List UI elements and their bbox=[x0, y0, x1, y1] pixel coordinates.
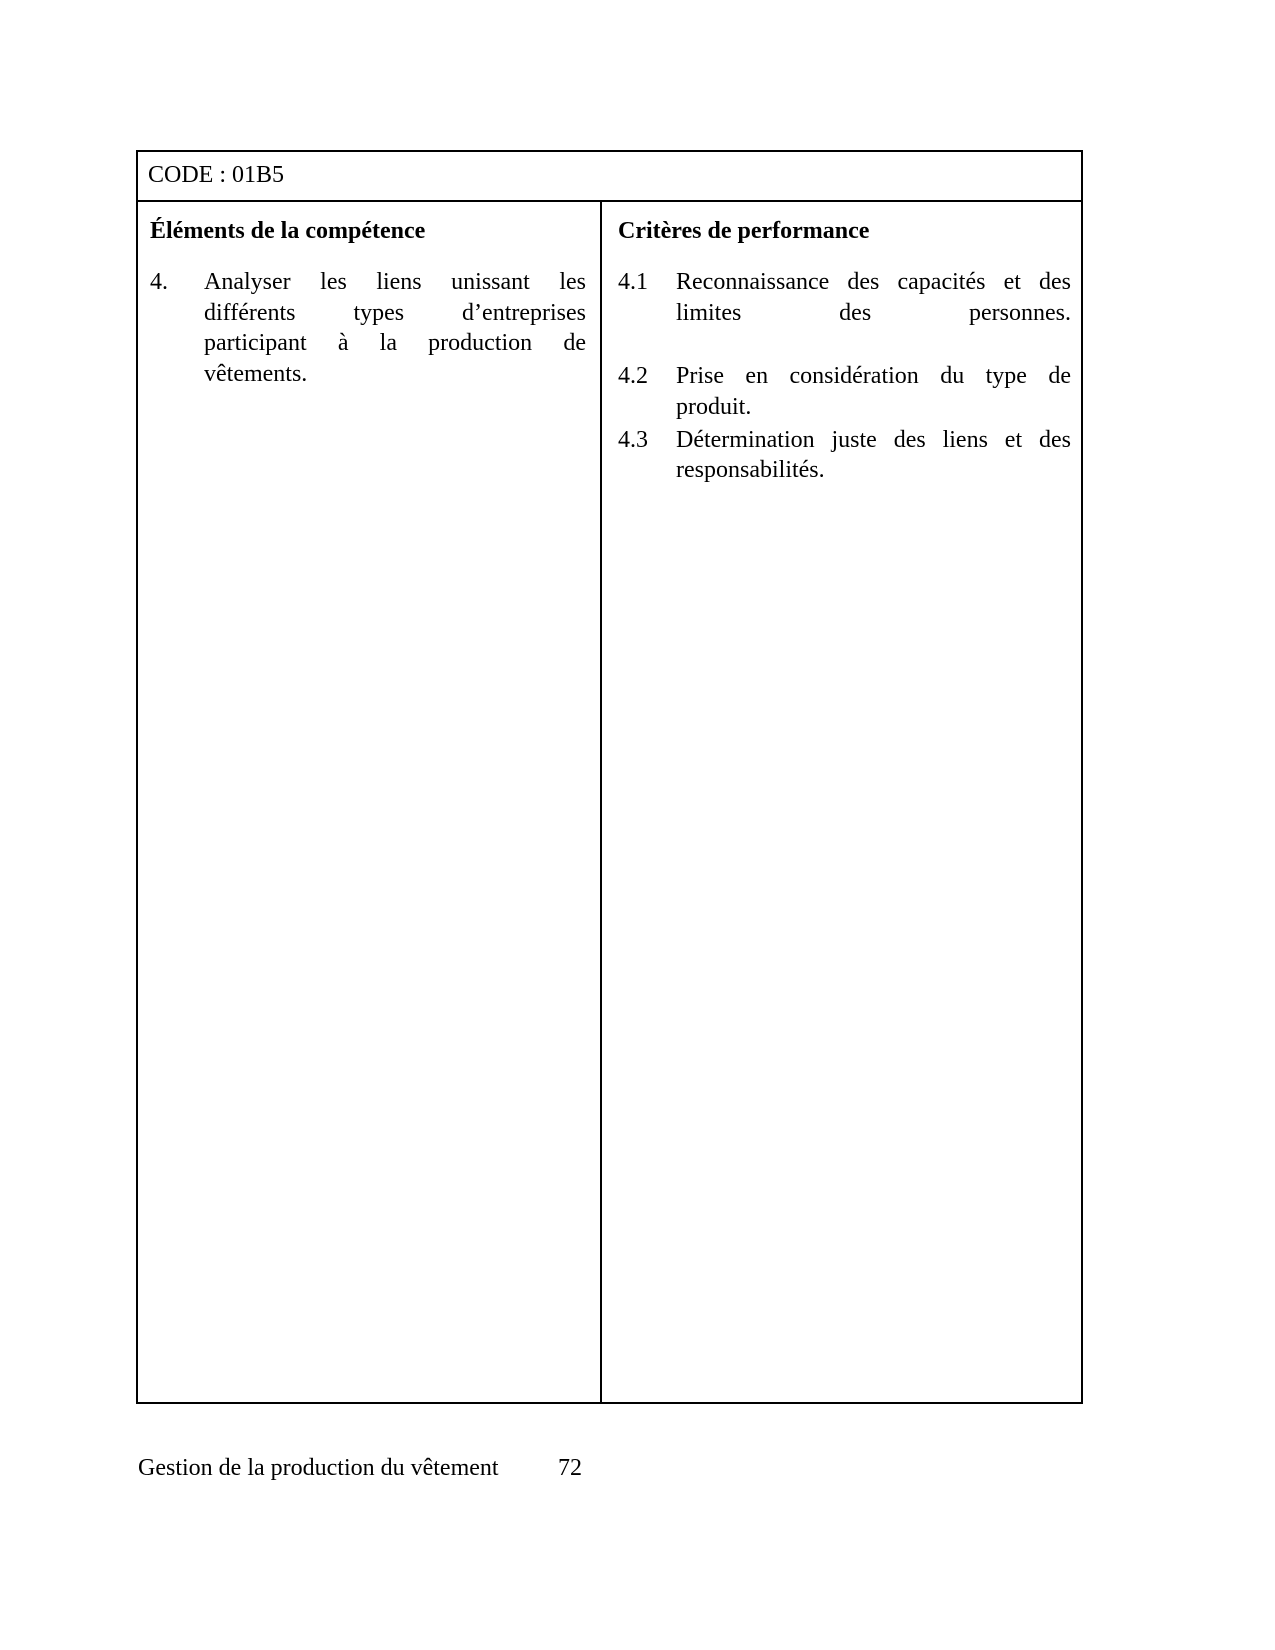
criteria-column bbox=[602, 202, 1081, 1402]
element-text: Analyser les liens unissant les différents types d’entreprises participant à la production de vêtements. bbox=[204, 269, 586, 388]
table-columns bbox=[138, 202, 1081, 1402]
criterion-number: 4.1 bbox=[618, 269, 648, 295]
criterion-text: Prise en considération du type de produit. bbox=[676, 363, 1071, 420]
code-row bbox=[138, 152, 1081, 202]
criterion-item bbox=[618, 425, 1071, 517]
criterion-item bbox=[618, 267, 1071, 359]
element-number: 4. bbox=[150, 269, 168, 295]
criterion-text: Détermination juste des liens et des responsabilités. bbox=[676, 426, 1071, 484]
elements-column bbox=[138, 202, 602, 1402]
footer-page-number: 72 bbox=[558, 1455, 582, 1481]
code-label: CODE : 01B5 bbox=[148, 162, 285, 188]
criterion-item bbox=[618, 361, 1071, 422]
page-footer bbox=[138, 1455, 598, 1482]
competency-table bbox=[136, 150, 1083, 1404]
criterion-number: 4.2 bbox=[618, 363, 648, 390]
criteria-column-header: Critères de performance bbox=[618, 218, 870, 244]
element-item bbox=[150, 267, 586, 421]
criterion-number: 4.3 bbox=[618, 426, 648, 453]
elements-column-header: Éléments de la compétence bbox=[150, 218, 426, 244]
footer-title: Gestion de la production du vêtement bbox=[138, 1455, 499, 1481]
criterion-text: Reconnaissance des capacités et des limites des personnes. bbox=[676, 269, 1071, 326]
